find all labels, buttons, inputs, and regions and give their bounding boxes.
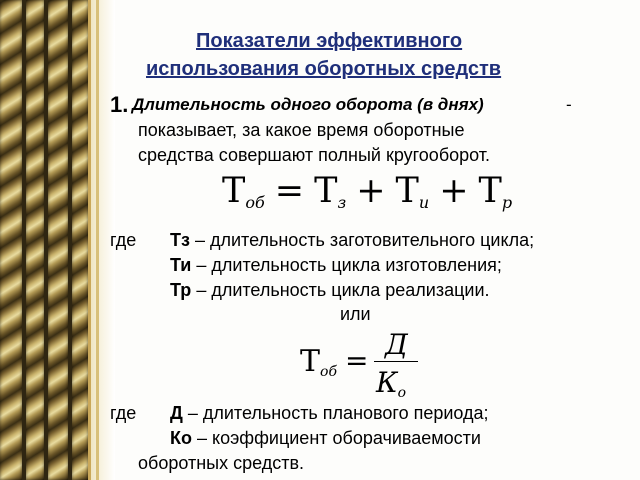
definition-k	[170, 428, 481, 449]
definition-d-text: – длительность планового периода;	[182, 403, 489, 423]
definition-ti-text: – длительность цикла изготовления;	[191, 255, 502, 275]
formula-turnover-duration	[222, 171, 512, 212]
definition-ti	[170, 255, 502, 276]
formula1-plus1: +	[356, 171, 386, 211]
item-description-line2: средства совершают полный кругооборот.	[138, 145, 491, 165]
formula1-lhs: Т	[222, 171, 246, 211]
where-label-1: где	[110, 230, 137, 250]
where-label-2: где	[110, 403, 137, 423]
item-description-line1: показывает, за какое время оборотные	[138, 120, 465, 140]
formula1-t3: Т	[478, 171, 502, 211]
formula1-t2-sub: и	[418, 193, 430, 212]
slide-title-line1: Показатели эффективного	[196, 30, 463, 52]
or-label: или	[340, 304, 371, 324]
formula1-eq: =	[274, 171, 305, 211]
item-number: 1.	[110, 92, 129, 117]
slide-title-line2: использования оборотных средств	[146, 58, 502, 80]
definition-tz-text: – длительность заготовительного цикла;	[189, 230, 535, 250]
formula2-denominator: $К_о$	[376, 366, 407, 401]
definition-tr-text: – длительность цикла реализации.	[191, 280, 490, 300]
symbol-k: Ко	[170, 428, 192, 448]
definition-k-text: – коэффициент оборачиваемости	[191, 428, 481, 448]
formula2-eq: =	[345, 344, 369, 377]
formula1-t1: Т	[314, 171, 338, 211]
symbol-tr: Тр	[170, 280, 192, 300]
formula1-t3-sub: р	[501, 193, 513, 212]
formula1-lhs-sub: об	[245, 193, 265, 212]
formula1-plus2: +	[439, 171, 469, 211]
symbol-tz: Тз	[170, 230, 190, 250]
formula1-t2: Т	[395, 171, 419, 211]
definition-tz	[170, 230, 534, 251]
fraction-bar	[374, 361, 418, 362]
symbol-ti: Ти	[170, 255, 192, 275]
decorative-gold-border	[0, 0, 112, 480]
symbol-d: Д	[170, 403, 183, 423]
item-dash: -	[566, 95, 572, 114]
item-term: Длительность одного оборота (в днях)	[132, 95, 484, 114]
formula2-numerator: Д	[385, 328, 408, 361]
definition-d	[170, 403, 489, 424]
formula-turnover-ratio	[300, 330, 430, 400]
definition-k-continuation: оборотных средств.	[138, 453, 305, 473]
formula1-t1-sub: з	[337, 193, 347, 212]
definition-tr	[170, 280, 490, 301]
formula2-lhs: $Т_{об}$	[300, 344, 337, 380]
